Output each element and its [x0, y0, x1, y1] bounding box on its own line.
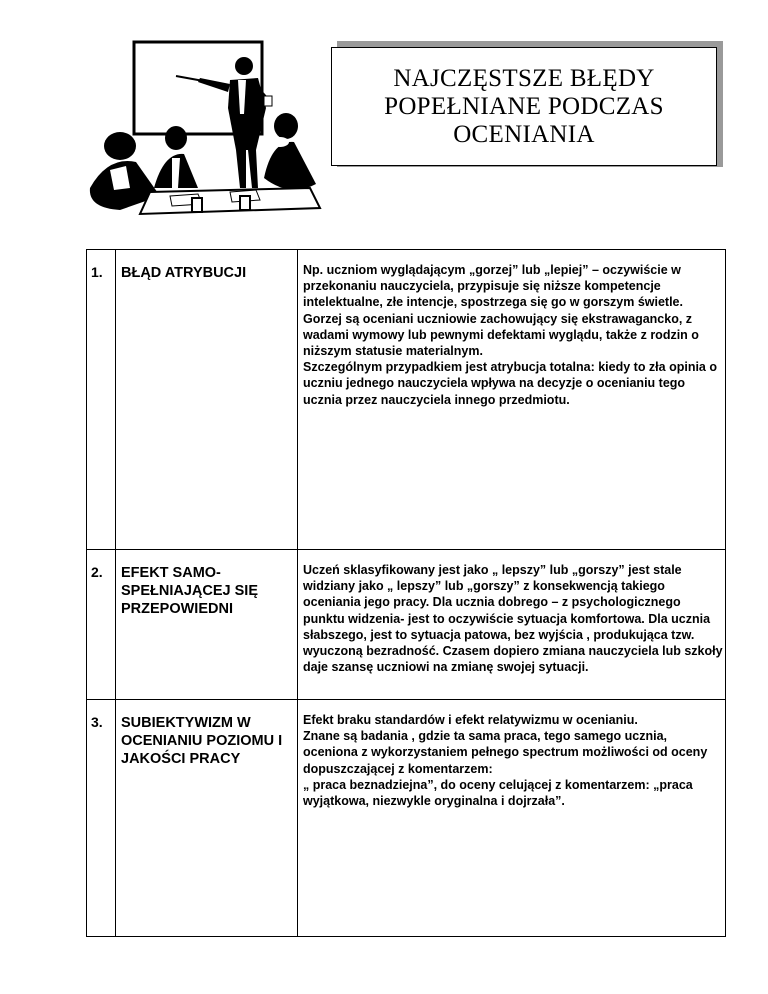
description-paragraph: „ praca beznadziejna”, do oceny celującej z komentarzem: „praca wyjątkowa, niezwykle oryginalna i dojrzała”.: [303, 777, 693, 809]
error-description: [298, 700, 726, 937]
description-paragraph: Znane są badania , gdzie ta sama praca, tego samego ucznia, oceniona z wykorzystaniem pełnego spectrum możliwości od oceny dopuszczającej z komentarzem:: [303, 729, 708, 776]
table-row: [87, 250, 726, 550]
presentation-clipart: [80, 38, 330, 228]
title-line: NAJCZĘSTSZE BŁĘDY: [393, 64, 655, 92]
description-paragraph: Np. uczniom wyglądającym „gorzej” lub „lepiej” – oczywiście w przekonaniu nauczyciela, przypisuje się niższe kompetencje intelektualne, złe intencje, spostrzega się go w gorszym świetle.: [303, 263, 683, 310]
description-paragraph: Gorzej są oceniani uczniowie zachowujący się ekstrawagancko, z wadami wymowy lub pewnymi defektami wyglądu, także z rodzin o niższym statusie materialnym.: [303, 311, 699, 359]
row-number: 3.: [87, 700, 116, 937]
row-number: 1.: [87, 250, 116, 550]
row-number: 2.: [87, 550, 116, 700]
description-paragraph: Szczególnym przypadkiem jest atrybucja totalna: kiedy to zła opinia o uczniu jednego nauczyciela wpływa na decyzje o ocenianiu tego ucznia przez nauczyciela innego przedmiotu.: [303, 360, 717, 407]
title-line: OCENIANIA: [453, 120, 595, 148]
error-description: [298, 550, 726, 700]
description-paragraph: Efekt braku standardów i efekt relatywizmu w ocenianiu.: [303, 713, 638, 727]
table-with-papers: [140, 188, 320, 214]
error-name: BŁĄD ATRYBUCJI: [116, 250, 298, 550]
errors-table: [86, 249, 726, 937]
table-row: [87, 550, 726, 700]
error-name: SUBIEKTYWIZM W OCENIANIU POZIOMU I JAKOŚCI PRACY: [116, 700, 298, 937]
table-row: [87, 700, 726, 937]
error-name: EFEKT SAMO-SPEŁNIAJĄCEJ SIĘ PRZEPOWIEDNI: [116, 550, 298, 700]
description-paragraph: Uczeń sklasyfikowany jest jako „ lepszy” lub „gorszy” jest stale widziany jako „ lepszy” lub „gorszy” z konsekwencją takiego oceniania jego pracy. Dla ucznia dobrego – z psychologicznego punktu widzenia- jest to oczywiście sytuacja komfortowa. Dla ucznia słabszego, jest to sytuacja patowa, bez wyjścia , produkująca tzw. wyuczoną bezradność. Czasem dopiero zmiana nauczyciela lub szkoły daje szansę uczniowi na zmianę swojej sytuacji.: [303, 563, 723, 675]
page-title: [331, 47, 717, 166]
title-line: POPEŁNIANE PODCZAS: [384, 92, 664, 120]
error-description: [298, 250, 726, 550]
